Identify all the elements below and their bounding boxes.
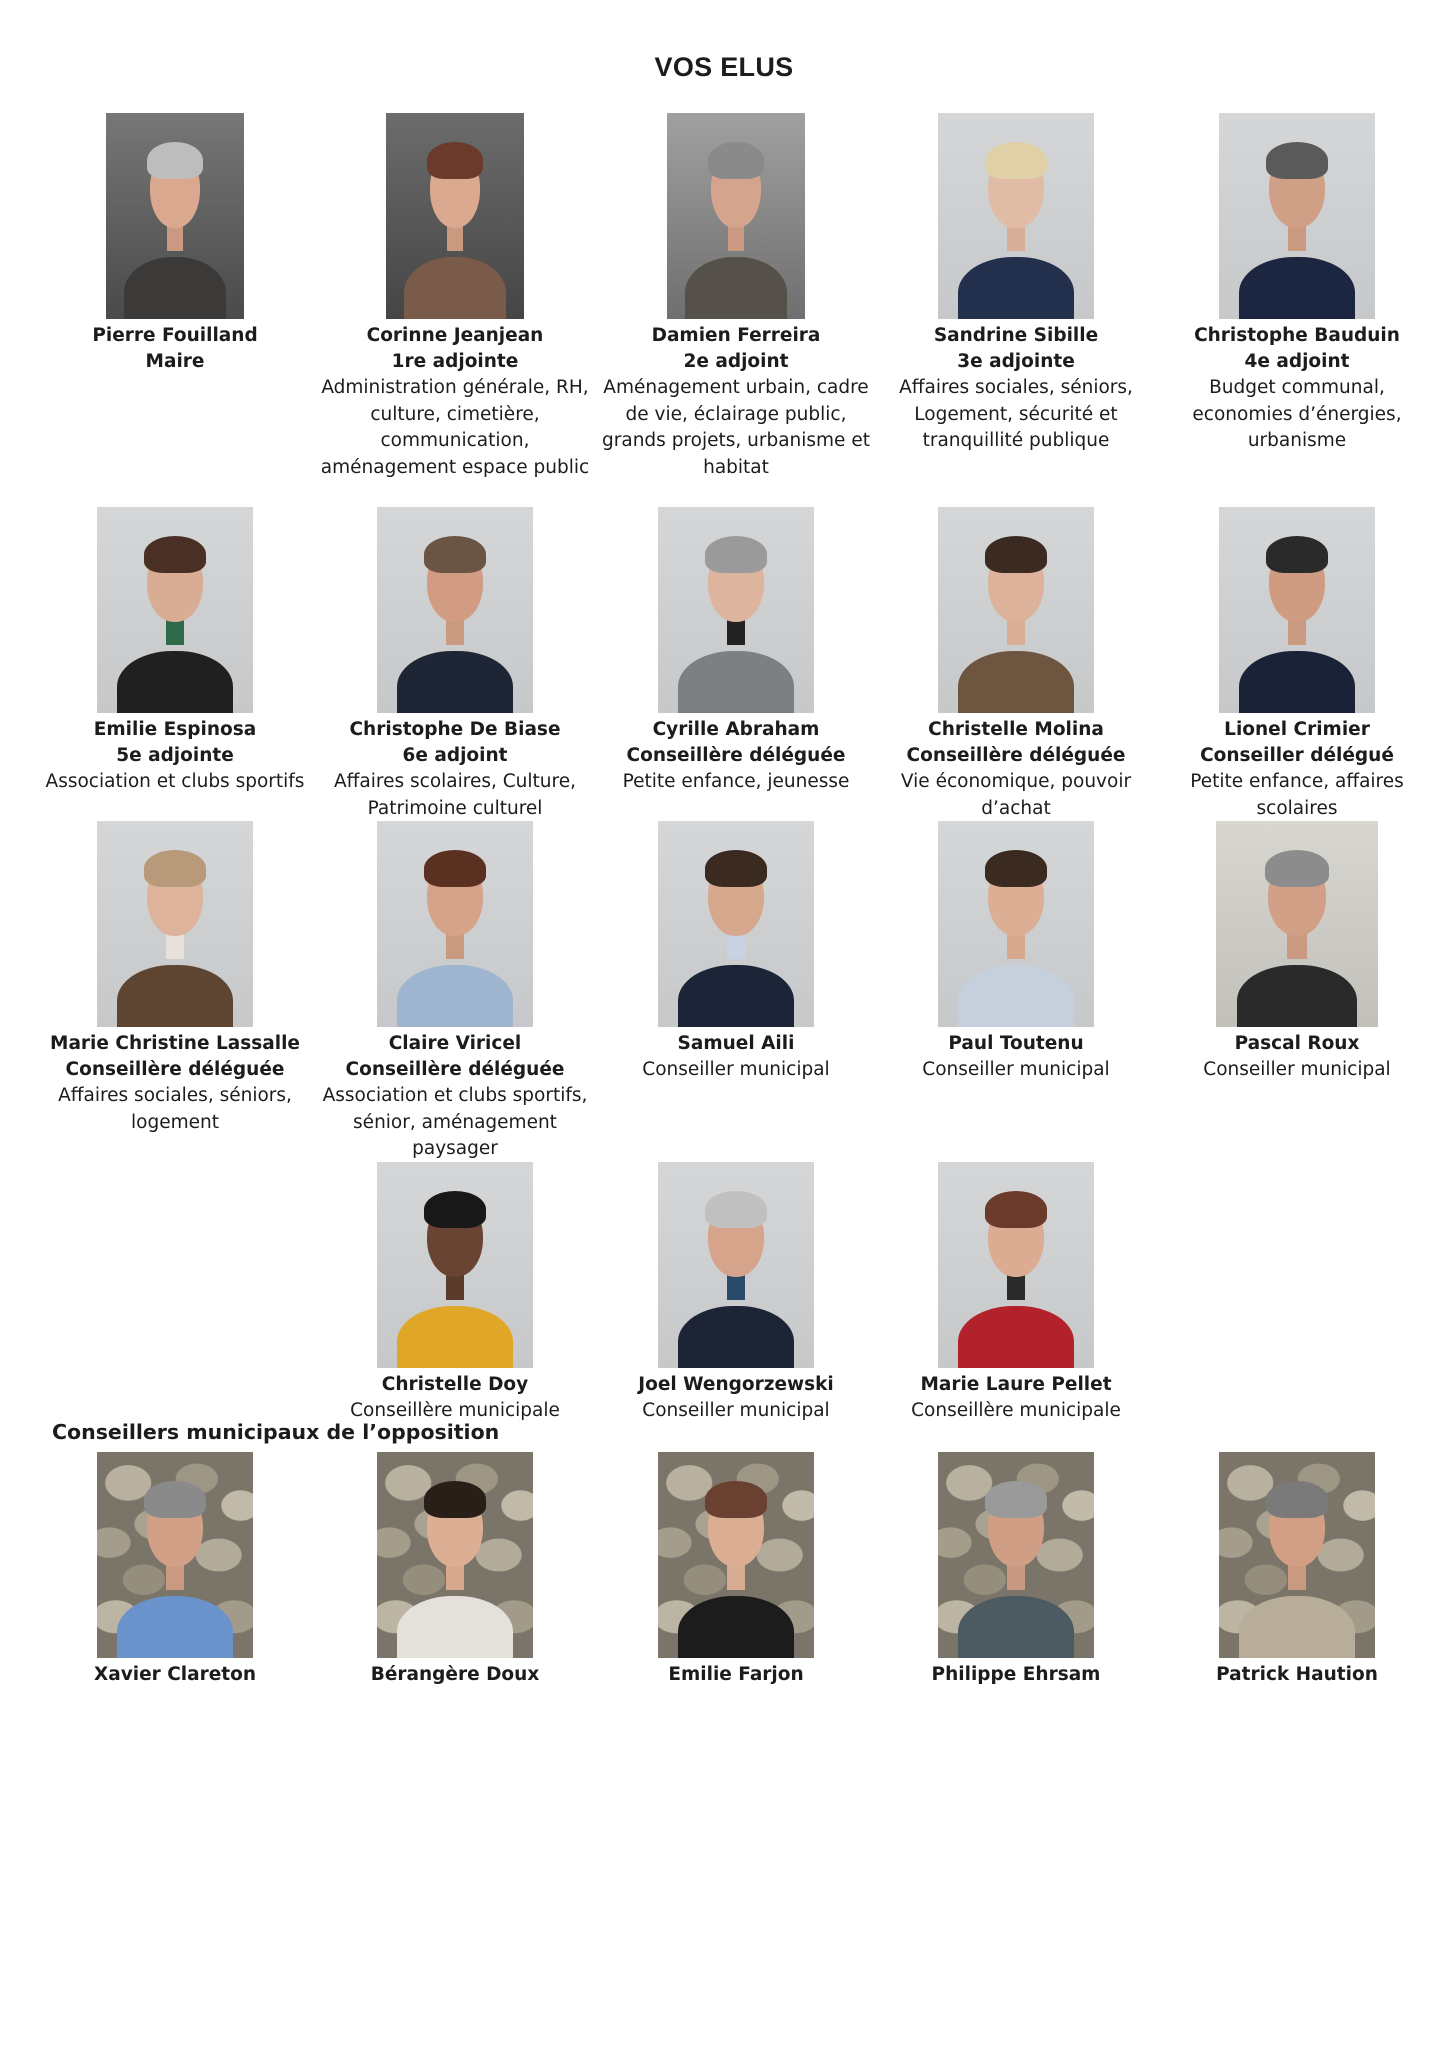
- portrait-photo: [1219, 1452, 1375, 1658]
- elu-name: Damien Ferreira: [651, 325, 821, 346]
- elu-name: Lionel Crimier: [1224, 719, 1370, 740]
- portrait-photo: [1216, 821, 1378, 1027]
- elu-card: [876, 113, 1156, 455]
- elu-card: [876, 1162, 1156, 1425]
- elu-desc: Petite enfance, jeunesse: [622, 771, 850, 792]
- elu-desc: Vie économique, pouvoir d’achat: [900, 771, 1132, 819]
- elu-name: Christophe De Biase: [349, 719, 561, 740]
- elu-card: [315, 1162, 595, 1425]
- page-title: VOS ELUS: [654, 52, 794, 82]
- opposition-name: Patrick Haution: [1216, 1664, 1378, 1685]
- opposition-section-title: Conseillers municipaux de l’opposition: [52, 1420, 500, 1444]
- elu-card: [596, 113, 876, 481]
- opposition-name: Bérangère Doux: [370, 1664, 540, 1685]
- portrait-photo: [667, 113, 805, 319]
- elu-desc: Budget communal, economies d’énergies, urbanisme: [1192, 377, 1402, 451]
- opposition-card: [596, 1452, 876, 1688]
- elu-name: Joel Wengorzewski: [638, 1374, 834, 1395]
- elu-name: Pascal Roux: [1234, 1033, 1360, 1054]
- elu-role: 6e adjoint: [402, 745, 508, 766]
- elu-desc: Association et clubs sportifs, sénior, aménagement paysager: [322, 1085, 588, 1159]
- elu-card: [596, 821, 876, 1084]
- elu-name: Samuel Aili: [677, 1033, 795, 1054]
- elu-desc: Conseiller municipal: [1203, 1059, 1391, 1080]
- portrait-photo: [658, 1452, 814, 1658]
- elu-card: [315, 821, 595, 1163]
- portrait-photo: [377, 1452, 533, 1658]
- elu-role: Maire: [145, 351, 205, 372]
- elu-name: Marie Laure Pellet: [920, 1374, 1112, 1395]
- elu-card: [876, 507, 1156, 822]
- elu-name: Christelle Doy: [381, 1374, 529, 1395]
- elu-role: 3e adjointe: [957, 351, 1075, 372]
- portrait-photo: [938, 821, 1094, 1027]
- elu-name: Marie Christine Lassalle: [50, 1033, 300, 1054]
- elu-name: Cyrille Abraham: [652, 719, 820, 740]
- opposition-card: [35, 1452, 315, 1688]
- elu-card: [596, 507, 876, 796]
- elu-desc: Conseiller municipal: [922, 1059, 1110, 1080]
- elu-desc: Conseillère municipale: [350, 1400, 560, 1421]
- opposition-card: [876, 1452, 1156, 1688]
- portrait-photo: [1219, 507, 1375, 713]
- elu-name: Christelle Molina: [928, 719, 1104, 740]
- portrait-photo: [658, 507, 814, 713]
- portrait-photo: [1219, 113, 1375, 319]
- elu-role: Conseillère déléguée: [345, 1059, 565, 1080]
- elu-name: Sandrine Sibille: [933, 325, 1099, 346]
- elu-card: [1157, 113, 1437, 455]
- elu-role: Conseiller délégué: [1200, 745, 1394, 766]
- elu-card: [876, 821, 1156, 1084]
- elu-desc: Conseiller municipal: [642, 1059, 830, 1080]
- elu-role: Conseillère déléguée: [906, 745, 1126, 766]
- elu-desc: Aménagement urbain, cadre de vie, éclairage public, grands projets, urbanisme et habitat: [602, 377, 870, 478]
- elu-role: 4e adjoint: [1244, 351, 1350, 372]
- elu-name: Pierre Fouilland: [92, 325, 258, 346]
- portrait-photo: [938, 1452, 1094, 1658]
- opposition-card: [315, 1452, 595, 1688]
- portrait-photo: [106, 113, 244, 319]
- elu-desc: Affaires scolaires, Culture, Patrimoine culturel: [334, 771, 576, 819]
- elu-desc: Affaires sociales, séniors, logement: [58, 1085, 292, 1133]
- portrait-photo: [377, 1162, 533, 1368]
- elu-desc: Conseillère municipale: [911, 1400, 1121, 1421]
- portrait-photo: [938, 113, 1094, 319]
- portrait-photo: [938, 507, 1094, 713]
- portrait-photo: [97, 507, 253, 713]
- opposition-name: Philippe Ehrsam: [931, 1664, 1101, 1685]
- elu-desc: Conseiller municipal: [642, 1400, 830, 1421]
- elu-card: [596, 1162, 876, 1425]
- elu-role: 2e adjoint: [683, 351, 789, 372]
- portrait-photo: [97, 1452, 253, 1658]
- portrait-photo: [386, 113, 524, 319]
- elu-role: Conseillère déléguée: [626, 745, 846, 766]
- elu-desc: Affaires sociales, séniors, Logement, sécurité et tranquillité publique: [899, 377, 1133, 451]
- elu-desc: Association et clubs sportifs: [45, 771, 305, 792]
- elu-name: Claire Viricel: [388, 1033, 522, 1054]
- elu-card: [1157, 507, 1437, 822]
- opposition-card: [1157, 1452, 1437, 1688]
- elu-name: Emilie Espinosa: [93, 719, 257, 740]
- elu-card: [35, 113, 315, 375]
- portrait-photo: [658, 821, 814, 1027]
- opposition-name: Emilie Farjon: [668, 1664, 804, 1685]
- elu-card: [315, 113, 595, 481]
- elu-card: [1157, 821, 1437, 1084]
- elu-role: 5e adjointe: [116, 745, 234, 766]
- portrait-photo: [377, 821, 533, 1027]
- elu-name: Paul Toutenu: [948, 1033, 1084, 1054]
- portrait-photo: [377, 507, 533, 713]
- elu-desc: Petite enfance, affaires scolaires: [1190, 771, 1404, 819]
- elu-card: [315, 507, 595, 822]
- portrait-photo: [97, 821, 253, 1027]
- opposition-name: Xavier Clareton: [93, 1664, 257, 1685]
- elu-role: 1re adjointe: [391, 351, 519, 372]
- elu-card: [35, 507, 315, 796]
- portrait-photo: [938, 1162, 1094, 1368]
- elu-name: Christophe Bauduin: [1194, 325, 1400, 346]
- portrait-photo: [658, 1162, 814, 1368]
- elu-desc: Administration générale, RH, culture, cimetière, communication, aménagement espace public: [320, 377, 590, 478]
- elu-name: Corinne Jeanjean: [366, 325, 544, 346]
- elu-card: [35, 821, 315, 1136]
- elu-role: Conseillère déléguée: [65, 1059, 285, 1080]
